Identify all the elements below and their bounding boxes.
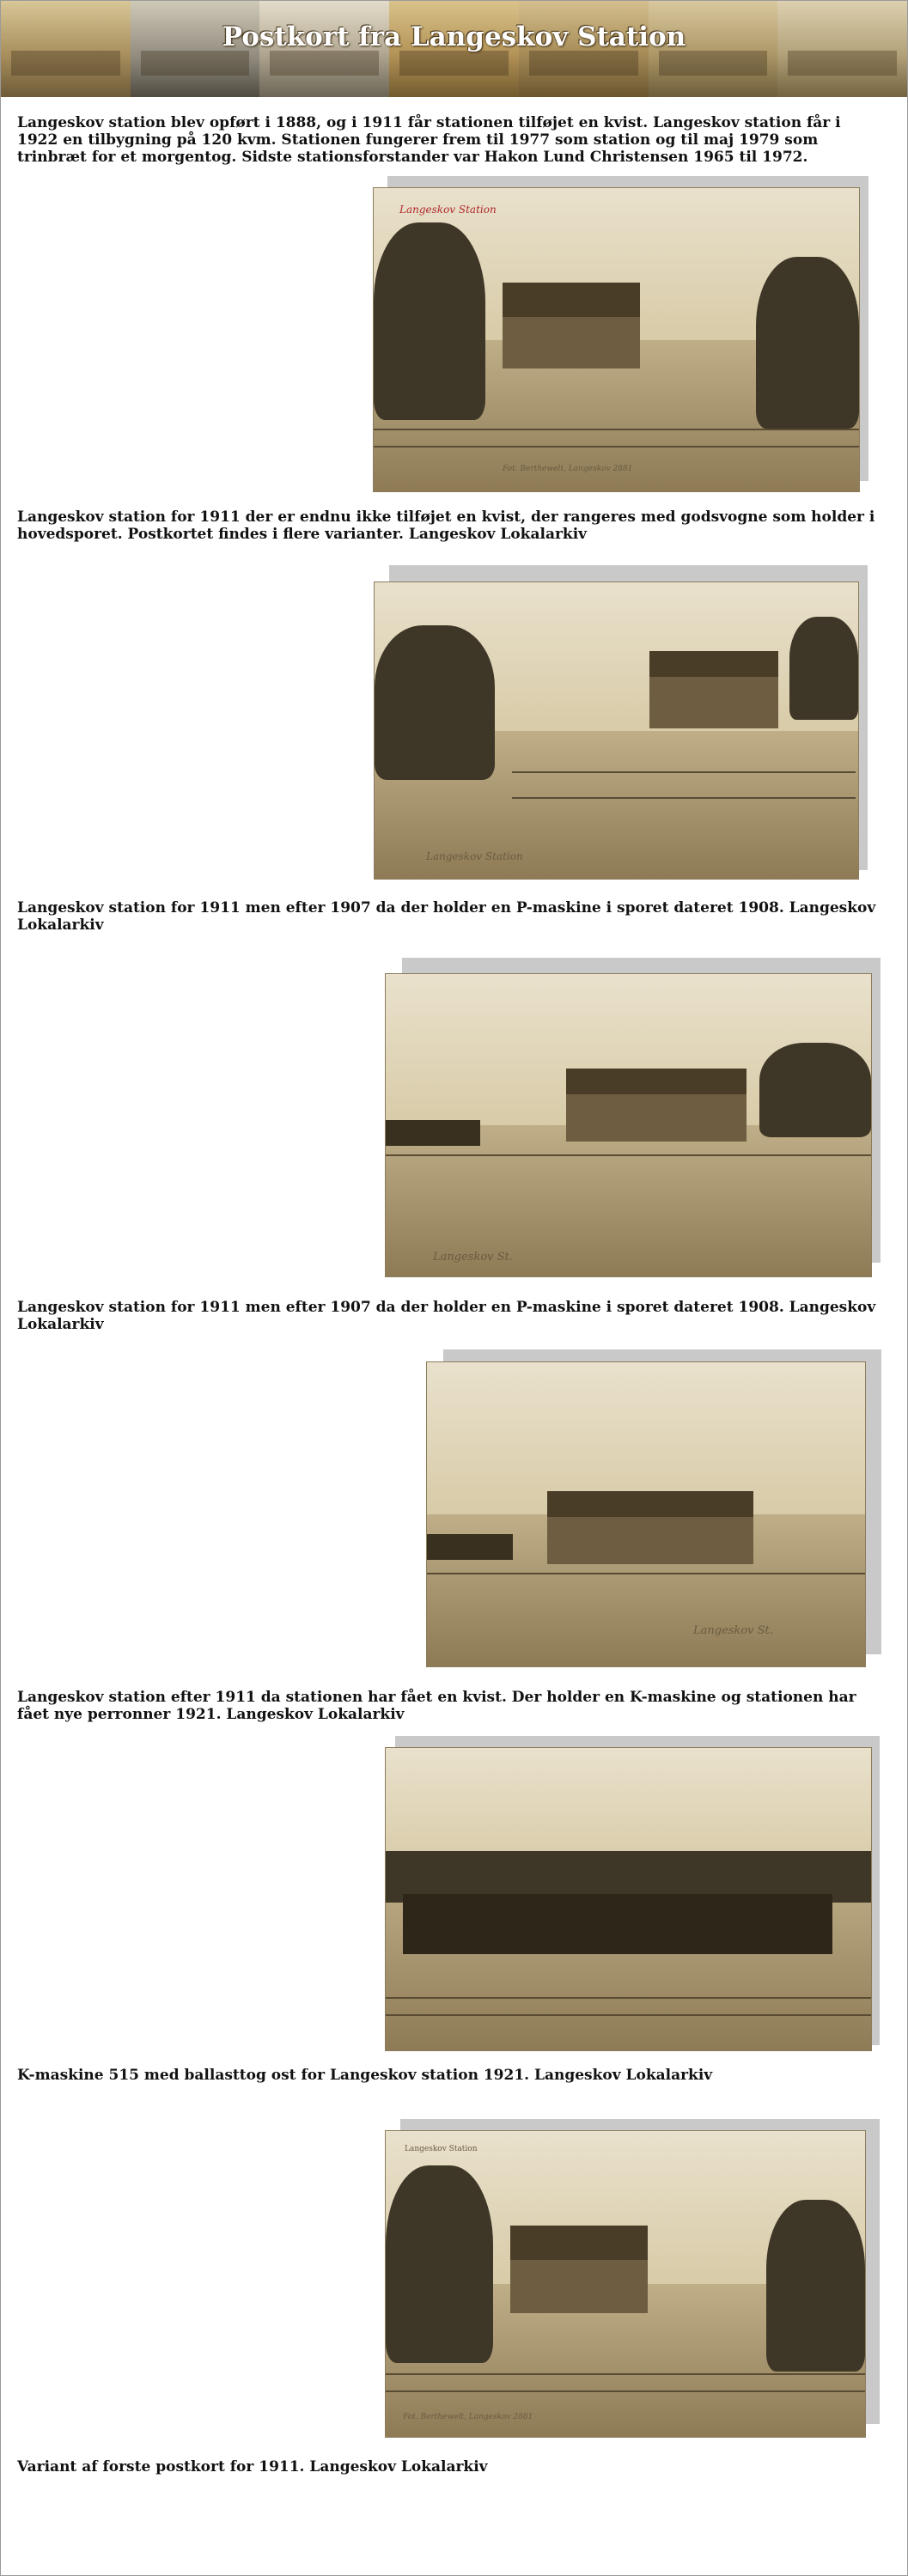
header-banner [1, 1, 907, 97]
postcard-print-text: Langeskov Station [426, 850, 523, 862]
postcard-photo-1 [373, 187, 860, 492]
postcard-photo-6 [385, 2130, 866, 2438]
page-title: Postkort fra Langeskov Station [222, 21, 686, 52]
photo-caption: Variant af forste postkort for 1911. Langeskov Lokalarkiv [17, 2458, 488, 2476]
photo-caption: Langeskov station efter 1911 da stationen har fået en kvist. Der holder en K-maskine og stationen har fået nye perronner 1921. Langeskov Lokalarkiv [17, 1689, 856, 1723]
intro-text: Langeskov station blev opført i 1888, og i 1911 får stationen tilføjet en kvist. Langeskov station får i 1922 en tilbygning på 120 kvm. Stationen fungerer frem til 1977 som station og til maj 1979 som trinbræt for et morgentog. Sidste stationsforstander var Hakon Lund Christensen 1965 til 1972. [17, 114, 841, 166]
postcard-print-text: Fot. Berthewelt, Langeskov 2881 [503, 465, 633, 473]
postcard-photo-3 [385, 973, 872, 1277]
photo-caption: Langeskov station for 1911 men efter 1907 da der holder en P-maskine i sporet dateret 1908. Langeskov Lokalarkiv [17, 899, 876, 934]
photo-caption: Langeskov station for 1911 men efter 1907 da der holder en P-maskine i sporet dateret 1908. Langeskov Lokalarkiv [17, 1299, 876, 1333]
postcard-print-text: Langeskov Station [399, 204, 497, 216]
postcard-photo-4 [426, 1361, 866, 1667]
postcard-print-text: Fot. Berthewelt, Langeskov 2881 [403, 2413, 533, 2421]
photo-caption: Langeskov station for 1911 der er endnu ikke tilføjet en kvist, der rangeres med godsvogne som holder i hovedsporet. Postkortet findes i flere varianter. Langeskov Lokalarkiv [17, 509, 875, 543]
photo-caption: K-maskine 515 med ballasttog ost for Langeskov station 1921. Langeskov Lokalarkiv [17, 2067, 713, 2084]
postcard-print-text: Langeskov St. [693, 1624, 773, 1637]
postcard-photo-5 [385, 1747, 872, 2051]
postcard-print-text: Langeskov St. [433, 1251, 513, 1264]
postcard-photo-2 [374, 582, 859, 880]
postcard-print-text: Langeskov Station [405, 2145, 478, 2153]
